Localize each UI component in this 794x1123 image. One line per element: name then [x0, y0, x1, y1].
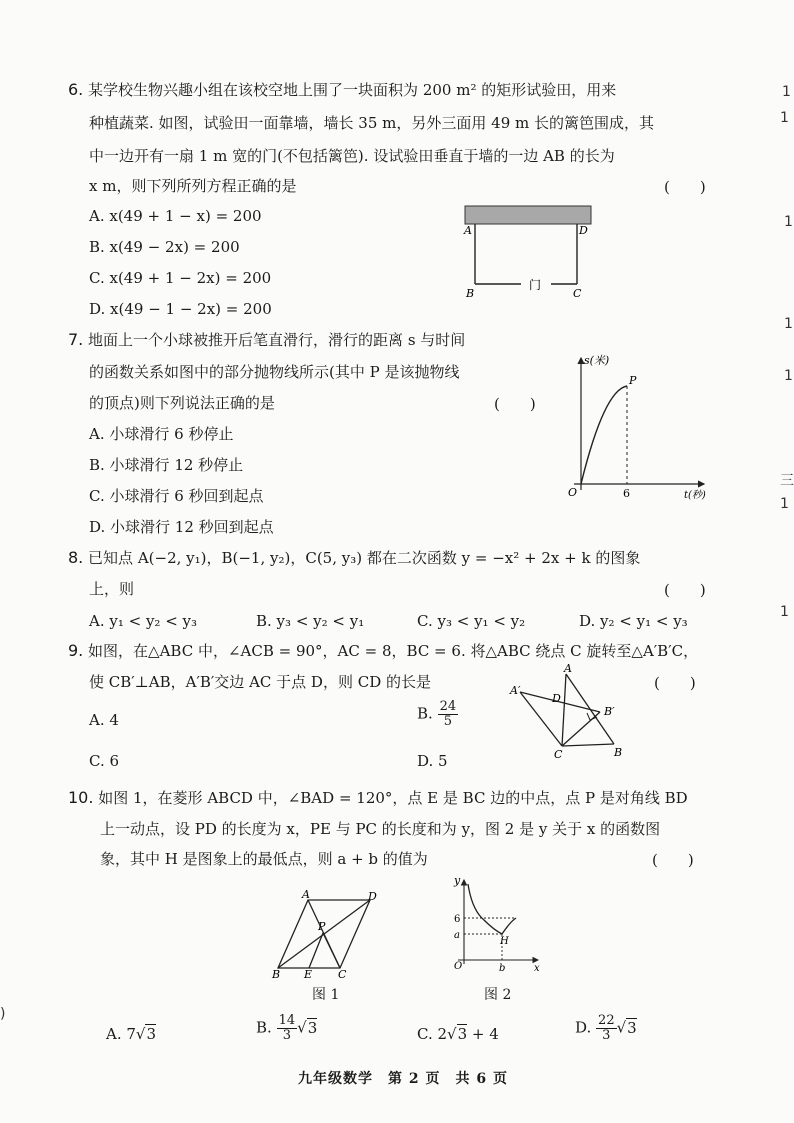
q10-answer-paren: ( )	[652, 851, 694, 869]
q6-option-d: D. x(49 − 1 − 2x) = 200	[89, 300, 272, 318]
edge-fragment: )	[0, 1006, 6, 1022]
label-e: E	[304, 968, 313, 978]
sqrt-sign: √	[447, 1025, 457, 1043]
option-prefix: A. 7	[106, 1025, 136, 1043]
q9-answer-paren: ( )	[654, 674, 696, 692]
q9-option-d: D. 5	[417, 752, 448, 770]
q9-triangle-figure	[504, 660, 634, 764]
option-letter: D.	[575, 1018, 592, 1037]
q7-line2: 的函数关系如图中的部分抛物线所示(其中 P 是该抛物线	[89, 363, 460, 381]
label-p: P	[629, 374, 637, 387]
label-a: A	[302, 888, 310, 901]
label-b: B	[466, 287, 475, 300]
q6-line1	[68, 80, 616, 100]
q9-line1	[68, 641, 698, 661]
q8-option-c: C. y₃ < y₁ < y₂	[417, 612, 526, 630]
q10-function-figure	[444, 870, 554, 976]
q6-text-1: 某学校生物兴趣小组在该校空地上围了一块面积为 200 m² 的矩形试验田，用来	[88, 81, 617, 99]
q6-line3: 中一边开有一扇 1 m 宽的门(不包括篱笆). 设试验田垂直于墙的一边 AB 的长为	[89, 147, 615, 165]
label-origin: O	[568, 486, 578, 499]
label-six: 6	[623, 487, 630, 500]
label-c: C	[554, 748, 563, 761]
q7-number: 7.	[68, 330, 84, 349]
label-c: C	[338, 968, 347, 978]
fraction-denominator: 3	[282, 1028, 291, 1043]
option-fraction	[596, 1014, 617, 1043]
radicand: 3	[307, 1018, 318, 1037]
q9-text-1: 如图，在△ABC 中，∠ACB = 90°，AC = 8，BC = 6. 将△ABC 绕点 C 旋转至△A′B′C，	[88, 642, 699, 660]
q6-number: 6.	[68, 80, 84, 99]
wall	[465, 206, 591, 224]
q6-line4: x m，则下列所列方程正确的是	[89, 177, 297, 195]
fraction-numerator: 24	[439, 699, 457, 714]
label-a-value: a	[454, 930, 460, 941]
option-suffix: + 4	[467, 1025, 499, 1043]
q7-option-b: B. 小球滑行 12 秒停止	[89, 456, 244, 474]
option-letter: B.	[417, 704, 433, 723]
q9-option-a: A. 4	[89, 711, 119, 729]
q10-option-b	[256, 1014, 317, 1043]
label-door: 门	[529, 278, 542, 292]
label-d: D	[552, 692, 561, 705]
q10-option-c	[417, 1024, 499, 1044]
q7-parabola-figure	[556, 348, 716, 504]
q7-answer-paren: ( )	[494, 395, 536, 413]
label-b: B	[272, 968, 281, 978]
axis-y-label: s(米)	[584, 354, 610, 367]
label-a: A	[464, 224, 472, 237]
q10-number: 10.	[68, 788, 94, 807]
q6-option-b: B. x(49 − 2x) = 200	[89, 238, 240, 256]
axis-y-label: y	[454, 874, 461, 887]
q8-number: 8.	[68, 548, 84, 567]
edge-fragment: 1	[784, 368, 793, 384]
edge-fragment: 1	[780, 604, 789, 620]
label-d: D	[368, 890, 377, 903]
edge-fragment: 1	[782, 84, 791, 100]
fraction-numerator: 14	[278, 1013, 296, 1028]
q10-rhombus-figure	[262, 888, 392, 978]
option-fraction	[277, 1014, 298, 1043]
fraction-numerator: 22	[598, 1013, 615, 1028]
sqrt-sign: √	[297, 1018, 307, 1037]
label-c: C	[573, 287, 582, 300]
label-p: P	[318, 920, 326, 933]
label-six: 6	[454, 914, 461, 925]
q8-option-a: A. y₁ < y₂ < y₃	[89, 612, 198, 630]
q10-option-a	[106, 1024, 156, 1044]
radicand: 3	[146, 1025, 157, 1043]
sqrt-sign: √	[135, 1025, 146, 1043]
q10-figure1-caption: 图 1	[312, 987, 340, 1003]
option-fraction	[438, 700, 459, 729]
label-a-prime: A′	[510, 684, 521, 697]
edge-fragment: 1	[780, 496, 789, 512]
q7-line3: 的顶点)则下列说法正确的是	[89, 394, 275, 412]
label-b: B	[614, 746, 623, 759]
page-footer: 九年级数学 第 2 页 共 6 页	[298, 1071, 508, 1087]
q6-field-figure	[455, 198, 605, 302]
fraction-denominator: 5	[443, 714, 452, 729]
q6-answer-paren: ( )	[664, 178, 706, 196]
label-h: H	[500, 936, 509, 947]
q7-line1	[68, 330, 465, 350]
label-b-prime: B′	[604, 705, 615, 718]
sqrt-sign: √	[616, 1018, 627, 1037]
q9-line2: 使 CB′⊥AB，A′B′交边 AC 于点 D，则 CD 的长是	[89, 673, 431, 691]
q8-text-1: 已知点 A(−2, y₁)，B(−1, y₂)，C(5, y₃) 都在二次函数 y = −x² + 2x + k 的图象	[88, 549, 641, 567]
q10-option-d	[575, 1014, 637, 1043]
label-d: D	[579, 224, 588, 237]
q7-option-d: D. 小球滑行 12 秒回到起点	[89, 518, 274, 536]
fraction-denominator: 3	[602, 1028, 611, 1043]
q8-answer-paren: ( )	[664, 581, 706, 599]
q10-figure2-caption: 图 2	[484, 987, 512, 1003]
radicand: 3	[457, 1025, 468, 1043]
q9-option-c: C. 6	[89, 752, 120, 770]
q10-line3: 象，其中 H 是图象上的最低点，则 a + b 的值为	[100, 850, 428, 868]
option-prefix: C. 2	[417, 1025, 448, 1043]
edge-fragment: 1	[784, 214, 793, 230]
q8-option-b: B. y₃ < y₂ < y₁	[256, 612, 365, 630]
q9-number: 9.	[68, 641, 84, 660]
q6-line2: 种植蔬菜. 如图，试验田一面靠墙，墙长 35 m，另外三面用 49 m 长的篱笆围成，其	[89, 114, 655, 132]
edge-fragment: 三	[780, 473, 794, 489]
q6-option-a: A. x(49 + 1 − x) = 200	[89, 207, 262, 225]
q10-line2: 上一动点，设 PD 的长度为 x，PE 与 PC 的长度和为 y，图 2 是 y 关于 x 的函数图	[100, 820, 661, 838]
axis-x-label: x	[534, 963, 540, 974]
label-origin: O	[454, 961, 463, 972]
edge-fragment: 1	[780, 110, 789, 126]
edge-fragment: 1	[784, 316, 793, 332]
axis-x-label: t(秒)	[684, 490, 706, 501]
q8-line1	[68, 548, 640, 568]
q8-option-d: D. y₂ < y₁ < y₃	[579, 612, 688, 630]
label-b-value: b	[499, 963, 506, 974]
q7-text-1: 地面上一个小球被推开后笔直滑行，滑行的距离 s 与时间	[88, 331, 466, 349]
q7-option-c: C. 小球滑行 6 秒回到起点	[89, 487, 264, 505]
q6-option-c: C. x(49 + 1 − 2x) = 200	[89, 269, 272, 287]
label-a: A	[564, 662, 572, 675]
radicand: 3	[627, 1018, 637, 1037]
q10-line1	[68, 788, 688, 808]
q9-option-b	[417, 700, 458, 729]
option-letter: B.	[256, 1018, 272, 1037]
q8-line2: 上，则	[89, 580, 135, 598]
q7-option-a: A. 小球滑行 6 秒停止	[89, 425, 234, 443]
q10-text-1: 如图 1，在菱形 ABCD 中，∠BAD = 120°，点 E 是 BC 边的中点，点 P 是对角线 BD	[98, 789, 688, 807]
